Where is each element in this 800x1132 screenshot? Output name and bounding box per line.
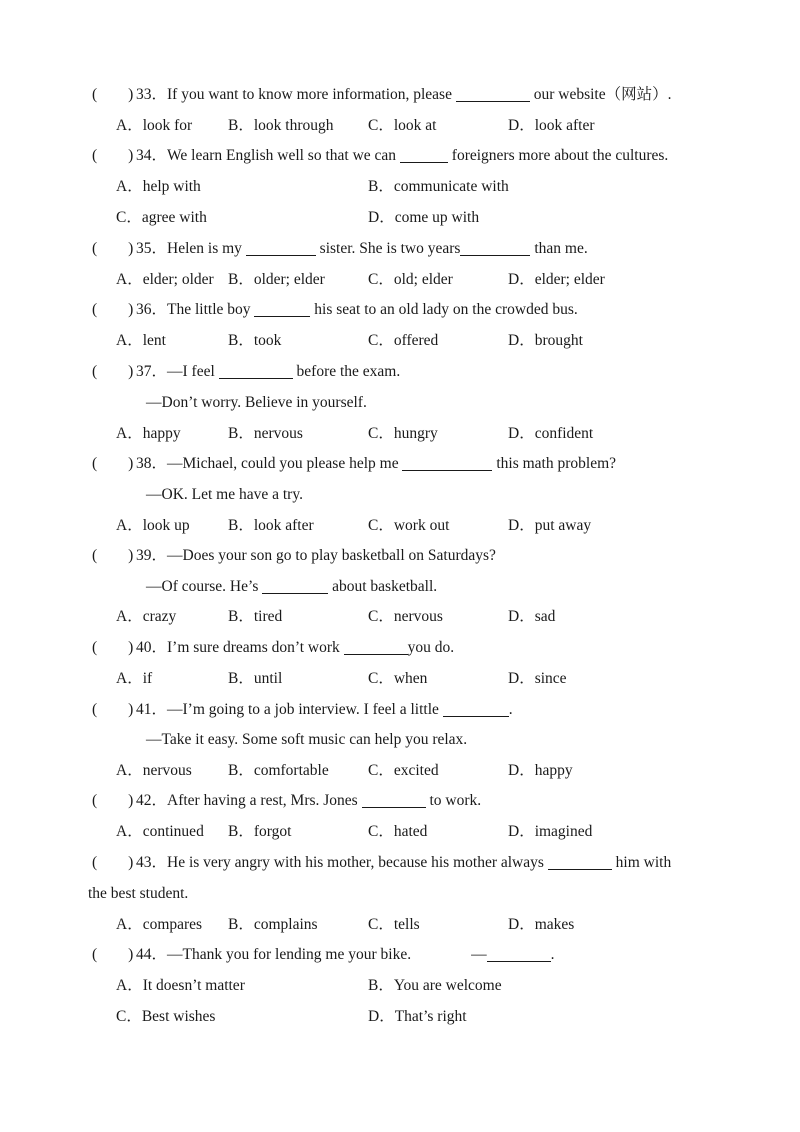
option-d[interactable]: D．confident bbox=[508, 425, 594, 442]
option-c[interactable]: C．work out bbox=[368, 517, 450, 534]
option-b[interactable]: B．tired bbox=[228, 608, 283, 625]
answer-blank bbox=[487, 945, 551, 962]
option-b[interactable]: B．look after bbox=[228, 517, 314, 534]
question-number: 35． bbox=[136, 240, 168, 257]
options-row bbox=[0, 422, 800, 446]
option-d[interactable]: D．imagined bbox=[508, 823, 593, 840]
answer-blank bbox=[548, 853, 612, 870]
options-row bbox=[0, 206, 800, 230]
option-b[interactable]: B．nervous bbox=[228, 425, 303, 442]
answer-blank bbox=[246, 239, 316, 256]
option-d[interactable]: D．put away bbox=[508, 517, 592, 534]
option-c[interactable]: C．nervous bbox=[368, 608, 443, 625]
options-row bbox=[0, 268, 800, 292]
question-35 bbox=[92, 237, 800, 261]
answer-blank bbox=[460, 239, 530, 256]
answer-paren[interactable]: ( ) bbox=[92, 547, 134, 564]
question-text: If you want to know more information, please bbox=[167, 86, 456, 103]
answer-paren[interactable]: ( ) bbox=[92, 455, 134, 472]
option-c[interactable]: C．hungry bbox=[368, 425, 438, 442]
option-a[interactable]: A．lent bbox=[116, 332, 166, 349]
option-c[interactable]: C．hated bbox=[368, 823, 428, 840]
question-41 bbox=[92, 698, 800, 722]
option-b[interactable]: B．You are welcome bbox=[368, 977, 502, 994]
question-number: 37． bbox=[136, 363, 168, 380]
dialogue-reply: —OK. Let me have a try. bbox=[146, 486, 303, 503]
answer-blank bbox=[400, 146, 448, 163]
option-d[interactable]: D．makes bbox=[508, 916, 575, 933]
answer-paren[interactable]: ( ) bbox=[92, 86, 134, 103]
answer-blank bbox=[262, 577, 328, 594]
option-d[interactable]: D．look after bbox=[508, 117, 595, 134]
question-text: his seat to an old lady on the crowded bus. bbox=[310, 301, 578, 318]
question-number: 42． bbox=[136, 792, 168, 809]
answer-blank bbox=[219, 362, 293, 379]
option-a[interactable]: A．elder; older bbox=[116, 271, 214, 288]
option-d[interactable]: D．That’s right bbox=[368, 1008, 467, 1025]
answer-paren[interactable]: ( ) bbox=[92, 147, 134, 164]
options-row bbox=[0, 114, 800, 138]
question-text: I’m sure dreams don’t work bbox=[167, 639, 344, 656]
question-42 bbox=[92, 789, 800, 813]
option-a[interactable]: A．if bbox=[116, 670, 153, 687]
dialogue-reply bbox=[146, 575, 800, 599]
question-text: to work. bbox=[425, 792, 482, 809]
options-row bbox=[0, 759, 800, 783]
options-row bbox=[0, 329, 800, 353]
option-b[interactable]: B．took bbox=[228, 332, 282, 349]
answer-blank bbox=[402, 454, 492, 471]
option-a[interactable]: A．happy bbox=[116, 425, 181, 442]
option-a[interactable]: A．compares bbox=[116, 916, 203, 933]
option-a[interactable]: A．help with bbox=[116, 178, 201, 195]
question-33 bbox=[92, 83, 800, 107]
question-39 bbox=[92, 544, 800, 568]
answer-paren[interactable]: ( ) bbox=[92, 792, 134, 809]
question-40 bbox=[92, 636, 800, 660]
options-row bbox=[0, 605, 800, 629]
question-text: We learn English well so that we can bbox=[167, 147, 400, 164]
option-d[interactable]: D．come up with bbox=[368, 209, 480, 226]
question-36 bbox=[92, 298, 800, 322]
question-37 bbox=[92, 360, 800, 384]
question-text: . bbox=[550, 946, 555, 963]
option-d[interactable]: D．since bbox=[508, 670, 567, 687]
options-row bbox=[0, 913, 800, 937]
option-b[interactable]: B．complains bbox=[228, 916, 318, 933]
option-c[interactable]: C．look at bbox=[368, 117, 437, 134]
question-text: —I’m going to a job interview. I feel a little bbox=[167, 701, 443, 718]
option-d[interactable]: D．brought bbox=[508, 332, 583, 349]
answer-blank bbox=[344, 638, 408, 655]
option-b[interactable]: B．look through bbox=[228, 117, 334, 134]
reply-text: —Of course. He’s bbox=[146, 578, 263, 595]
question-38 bbox=[92, 452, 800, 476]
question-text: this math problem? bbox=[492, 455, 617, 472]
answer-paren[interactable]: ( ) bbox=[92, 946, 134, 963]
question-43 bbox=[92, 851, 800, 875]
question-text: Helen is my bbox=[167, 240, 246, 257]
question-text: him with bbox=[611, 854, 672, 871]
dialogue-reply: —Don’t worry. Believe in yourself. bbox=[146, 394, 367, 411]
question-44 bbox=[92, 943, 800, 967]
dialogue-reply: —Take it easy. Some soft music can help you relax. bbox=[146, 731, 468, 748]
answer-paren[interactable]: ( ) bbox=[92, 240, 134, 257]
question-text: sister. She is two years bbox=[315, 240, 461, 257]
reply-text: about basketball. bbox=[328, 578, 438, 595]
option-b[interactable]: B．comfortable bbox=[228, 762, 329, 779]
question-text: —Does your son go to play basketball on Saturdays? bbox=[167, 547, 496, 564]
option-c[interactable]: C．Best wishes bbox=[116, 1008, 216, 1025]
options-row bbox=[0, 974, 800, 998]
options-row bbox=[0, 1005, 800, 1029]
option-c[interactable]: C．old; elder bbox=[368, 271, 453, 288]
question-continuation: the best student. bbox=[88, 885, 189, 902]
option-a[interactable]: A．look up bbox=[116, 517, 190, 534]
question-number: 40． bbox=[136, 639, 168, 656]
answer-blank bbox=[254, 300, 310, 317]
answer-paren[interactable]: ( ) bbox=[92, 854, 134, 871]
option-d[interactable]: D．sad bbox=[508, 608, 556, 625]
option-c[interactable]: C．tells bbox=[368, 916, 420, 933]
question-text: foreigners more about the cultures. bbox=[447, 147, 669, 164]
option-c[interactable]: C．offered bbox=[368, 332, 439, 349]
reply-dash: — bbox=[471, 946, 487, 963]
option-c[interactable]: C．agree with bbox=[116, 209, 207, 226]
question-text: than me. bbox=[530, 240, 588, 257]
options-row bbox=[0, 175, 800, 199]
question-text: our website（网站）. bbox=[529, 86, 672, 103]
option-d[interactable]: D．elder; elder bbox=[508, 271, 605, 288]
answer-paren[interactable]: ( ) bbox=[92, 701, 134, 718]
question-number: 41． bbox=[136, 701, 168, 718]
question-text: you do. bbox=[407, 639, 455, 656]
question-number: 36． bbox=[136, 301, 168, 318]
option-a[interactable]: A．crazy bbox=[116, 608, 177, 625]
option-a[interactable]: A．It doesn’t matter bbox=[116, 977, 245, 994]
option-c[interactable]: C．excited bbox=[368, 762, 439, 779]
question-number: 39． bbox=[136, 547, 168, 564]
question-text: —Michael, could you please help me bbox=[167, 455, 403, 472]
option-a[interactable]: A．look for bbox=[116, 117, 193, 134]
question-text: —I feel bbox=[167, 363, 219, 380]
option-a[interactable]: A．nervous bbox=[116, 762, 192, 779]
answer-blank bbox=[443, 700, 509, 717]
answer-paren[interactable]: ( ) bbox=[92, 639, 134, 656]
question-text: . bbox=[508, 701, 513, 718]
question-text: He is very angry with his mother, because his mother always bbox=[167, 854, 548, 871]
answer-blank bbox=[456, 85, 530, 102]
answer-paren[interactable]: ( ) bbox=[92, 301, 134, 318]
question-text: The little boy bbox=[167, 301, 255, 318]
options-row bbox=[0, 667, 800, 691]
question-text: —Thank you for lending me your bike. bbox=[167, 946, 412, 963]
option-b[interactable]: B．communicate with bbox=[368, 178, 509, 195]
option-a[interactable]: A．continued bbox=[116, 823, 204, 840]
question-number: 44． bbox=[136, 946, 168, 963]
options-row bbox=[0, 820, 800, 844]
option-b[interactable]: B．forgot bbox=[228, 823, 292, 840]
answer-blank bbox=[362, 791, 426, 808]
question-text: before the exam. bbox=[292, 363, 401, 380]
option-d[interactable]: D．happy bbox=[508, 762, 573, 779]
option-b[interactable]: B．older; elder bbox=[228, 271, 325, 288]
question-text: After having a rest, Mrs. Jones bbox=[167, 792, 362, 809]
option-c[interactable]: C．when bbox=[368, 670, 428, 687]
options-row bbox=[0, 514, 800, 538]
question-number: 34． bbox=[136, 147, 168, 164]
question-number: 38． bbox=[136, 455, 168, 472]
question-number: 43． bbox=[136, 854, 168, 871]
answer-paren[interactable]: ( ) bbox=[92, 363, 134, 380]
option-b[interactable]: B．until bbox=[228, 670, 283, 687]
question-number: 33． bbox=[136, 86, 168, 103]
question-34 bbox=[92, 144, 800, 168]
